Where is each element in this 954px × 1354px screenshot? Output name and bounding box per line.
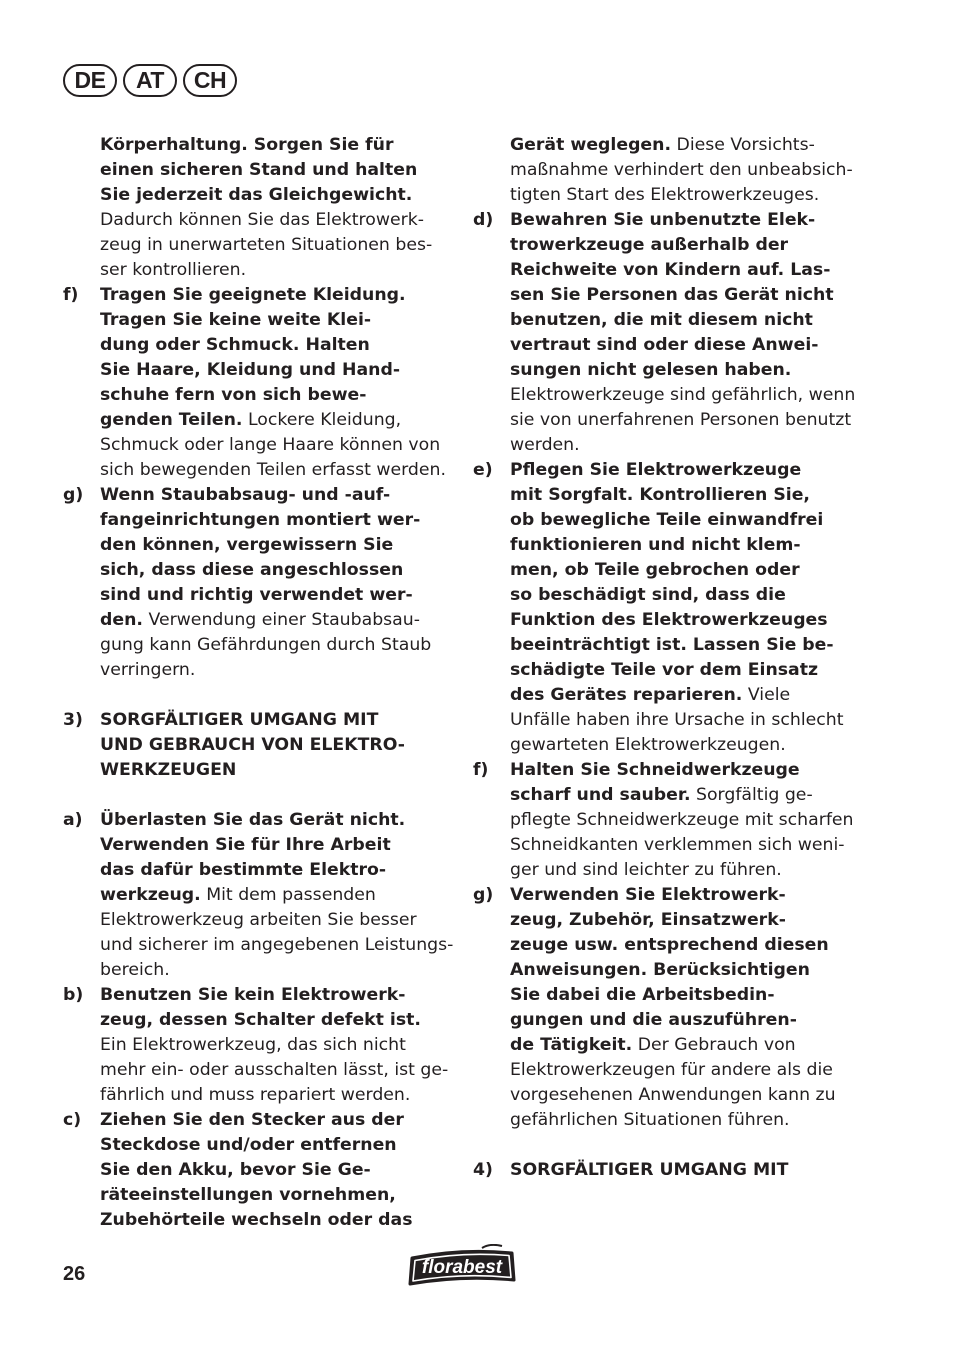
text-line [100, 408, 453, 433]
text-line: Elektrowerkzeuge sind gefährlich, wenn [510, 385, 856, 405]
text-line: Elektrowerkzeug arbeiten Sie besser [100, 910, 417, 930]
spacer [473, 1133, 865, 1158]
text-line: verringern. [100, 660, 196, 680]
text-line: Überlasten Sie das Gerät nicht. [100, 810, 406, 830]
text-bold-part: des Gerätes reparieren. [510, 685, 743, 705]
text-line: Reichweite von Kindern auf. Las- [510, 260, 831, 280]
text-bold-part: scharf und sauber. [510, 785, 691, 805]
text-line: zeug, Zubehör, Einsatzwerk- [510, 910, 786, 930]
florabest-logo [404, 1244, 520, 1294]
text-line: Sie Haare, Kleidung und Hand- [100, 360, 401, 380]
text-line: das dafür bestimmte Elektro- [100, 860, 387, 880]
section-marker: 3) [63, 710, 83, 730]
text-normal-part: Der Gebrauch von [632, 1035, 796, 1055]
text-line: vorgesehenen Anwendungen kann zu [510, 1085, 836, 1105]
text-line: trowerkzeuge außerhalb der [510, 235, 789, 255]
text-line: Sie jederzeit das Gleichgewicht. [100, 185, 413, 205]
item-g [63, 483, 453, 683]
item-c-continued [473, 133, 865, 208]
text-line: und sicherer im angegebenen Leistungs- [100, 935, 454, 955]
text-line: Verwenden Sie Elektrowerk- [510, 885, 786, 905]
text-line: Ein Elektrowerkzeug, das sich nicht [100, 1035, 406, 1055]
section-marker: 4) [473, 1160, 493, 1180]
florabest-logo-icon [404, 1244, 520, 1290]
text-line: gung kann Gefährdungen durch Staub [100, 635, 432, 655]
text-line: Dadurch können Sie das Elektrowerk- [100, 210, 424, 230]
text-line: zeug in unerwarteten Situationen bes- [100, 235, 433, 255]
text-line: sungen nicht gelesen haben. [510, 360, 792, 380]
text-bold-part: werkzeug. [100, 885, 201, 905]
item-b [63, 983, 453, 1108]
text-line: funktionieren und nicht klem- [510, 535, 801, 555]
text-line [100, 883, 453, 908]
text-line: Verwenden Sie für Ihre Arbeit [100, 835, 391, 855]
text-line: mit Sorgfalt. Kontrollieren Sie, [510, 485, 810, 505]
text-line: Tragen Sie geeignete Kleidung. [100, 285, 406, 305]
text-bold-part: den. [100, 610, 143, 630]
item-marker: b) [63, 985, 84, 1005]
text-line [510, 783, 865, 808]
text-bold-part: de Tätigkeit. [510, 1035, 633, 1055]
spacer [63, 783, 453, 808]
text-normal-part: Viele [742, 685, 791, 705]
text-normal-part: Mit dem passenden [200, 885, 376, 905]
text-bold-part: Gerät weglegen. [510, 135, 672, 155]
text-line: Halten Sie Schneidwerkzeuge [510, 760, 800, 780]
heading-line: UND GEBRAUCH VON ELEKTRO- [100, 735, 405, 755]
text-line: Elektrowerkzeugen für andere als die [510, 1060, 833, 1080]
text-line: benutzen, die mit diesem nicht [510, 310, 813, 330]
text-normal-part: Sorgfältig ge- [690, 785, 813, 805]
text-line: schädigte Teile vor dem Einsatz [510, 660, 819, 680]
text-line: gewarteten Elektrowerkzeugen. [510, 735, 786, 755]
text-line: dung oder Schmuck. Halten [100, 335, 370, 355]
text-line: Benutzen Sie kein Elektrowerk- [100, 985, 406, 1005]
text-line: Körperhaltung. Sorgen Sie für [100, 135, 394, 155]
language-badges [63, 64, 237, 97]
text-line: Wenn Staubabsaug- und -auf- [100, 485, 391, 505]
item-c [63, 1108, 453, 1233]
text-line: Funktion des Elektrowerkzeuges [510, 610, 828, 630]
text-line: men, ob Teile gebrochen oder [510, 560, 800, 580]
item-marker: g) [63, 485, 84, 505]
text-line: Tragen Sie keine weite Klei- [100, 310, 372, 330]
text-line [510, 133, 865, 158]
item-marker: a) [63, 810, 83, 830]
language-badge-de: DE [63, 64, 117, 97]
item-marker: g) [473, 885, 494, 905]
item-g-right [473, 883, 865, 1133]
text-line: Anweisungen. Berücksichtigen [510, 960, 810, 980]
text-line: ger und sind leichter zu führen. [510, 860, 782, 880]
text-line [510, 683, 865, 708]
text-normal-part: Verwendung einer Staubabsau- [142, 610, 420, 630]
item-d [473, 208, 865, 458]
brand-name: florabest [421, 1257, 503, 1278]
text-line: Pflegen Sie Elektrowerkzeuge [510, 460, 802, 480]
section-4-heading [473, 1158, 865, 1183]
item-marker: f) [473, 760, 489, 780]
text-line: ser kontrollieren. [100, 260, 247, 280]
section-3-heading [63, 708, 453, 783]
item-marker: d) [473, 210, 494, 230]
item-f [63, 283, 453, 483]
item-marker: f) [63, 285, 79, 305]
text-line: einen sicheren Stand und halten [100, 160, 418, 180]
text-line: sich bewegenden Teilen erfasst werden. [100, 460, 446, 480]
heading-line: WERKZEUGEN [100, 760, 237, 780]
text-line: zeug, dessen Schalter defekt ist. [100, 1010, 421, 1030]
heading-line: SORGFÄLTIGER UMGANG MIT [100, 710, 379, 730]
text-line: Steckdose und/oder entfernen [100, 1135, 397, 1155]
text-normal-part: Diese Vorsichts- [671, 135, 815, 155]
text-line [510, 1033, 865, 1058]
text-line: räteeinstellungen vornehmen, [100, 1185, 396, 1205]
text-line: fangeinrichtungen montiert wer- [100, 510, 421, 530]
page-number: 26 [63, 1263, 86, 1285]
text-line: Unfälle haben ihre Ursache in schlecht [510, 710, 844, 730]
text-line: maßnahme verhindert den unbeabsich- [510, 160, 853, 180]
text-line: so beschädigt sind, dass die [510, 585, 786, 605]
language-badge-ch: CH [183, 64, 237, 97]
text-line: den können, vergewissern Sie [100, 535, 394, 555]
text-normal-part: Lockere Kleidung, [242, 410, 402, 430]
text-line: Schneidkanten verklemmen sich weni- [510, 835, 845, 855]
text-line [100, 608, 453, 633]
text-line: Ziehen Sie den Stecker aus der [100, 1110, 404, 1130]
heading-line: SORGFÄLTIGER UMGANG MIT [510, 1160, 789, 1180]
text-line: Bewahren Sie unbenutzte Elek- [510, 210, 816, 230]
text-line: tigten Start des Elektrowerkzeuges. [510, 185, 820, 205]
text-line: sich, dass diese angeschlossen [100, 560, 404, 580]
item-marker: e) [473, 460, 493, 480]
left-column [63, 133, 453, 1233]
text-line: fährlich und muss repariert werden. [100, 1085, 411, 1105]
language-badge-at: AT [123, 64, 177, 97]
spacer [63, 683, 453, 708]
text-line: vertraut sind oder diese Anwei- [510, 335, 819, 355]
text-line: gungen und die auszuführen- [510, 1010, 797, 1030]
text-line: beeinträchtigt ist. Lassen Sie be- [510, 635, 834, 655]
item-e-continued [63, 133, 453, 283]
text-line: Schmuck oder lange Haare können von [100, 435, 441, 455]
text-line: Sie den Akku, bevor Sie Ge- [100, 1160, 371, 1180]
text-line: sie von unerfahrenen Personen benutzt [510, 410, 852, 430]
text-line: pflegte Schneidwerkzeuge mit scharfen [510, 810, 854, 830]
text-line: bereich. [100, 960, 170, 980]
text-line: mehr ein- oder ausschalten lässt, ist ge- [100, 1060, 449, 1080]
item-marker: c) [63, 1110, 82, 1130]
text-line: sind und richtig verwendet wer- [100, 585, 413, 605]
text-line: schuhe fern von sich bewe- [100, 385, 367, 405]
text-line: Zubehörteile wechseln oder das [100, 1210, 413, 1230]
text-line: gefährlichen Situationen führen. [510, 1110, 790, 1130]
right-column [473, 133, 865, 1183]
item-a [63, 808, 453, 983]
text-line: Sie dabei die Arbeitsbedin- [510, 985, 775, 1005]
text-line: zeuge usw. entsprechend diesen [510, 935, 829, 955]
item-f-right [473, 758, 865, 883]
text-line: ob bewegliche Teile einwandfrei [510, 510, 824, 530]
text-bold-part: genden Teilen. [100, 410, 243, 430]
text-line: sen Sie Personen das Gerät nicht [510, 285, 834, 305]
text-line: werden. [510, 435, 580, 455]
item-e [473, 458, 865, 758]
